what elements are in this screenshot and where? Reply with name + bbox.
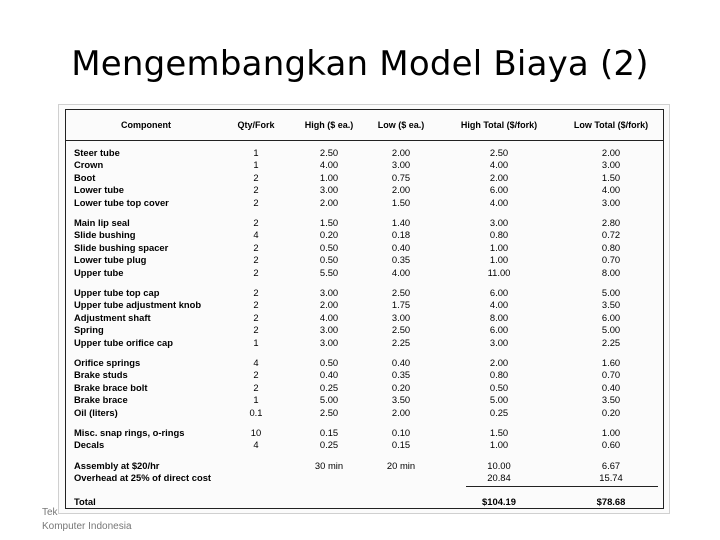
header-low: Low ($ ea.)	[377, 120, 425, 130]
value-cell: 0.75	[391, 171, 411, 183]
value-cell: 2.50	[319, 147, 339, 158]
component-cell: Misc. snap rings, o-rings	[74, 427, 185, 438]
component-cell: Upper tube adjustment knob	[74, 299, 202, 311]
value-cell: 0.80	[489, 369, 509, 381]
value-cell: 8.00	[489, 311, 509, 323]
value-cell: 11.00	[487, 266, 511, 278]
component-cell: Upper tube top cap	[74, 287, 160, 298]
value-cell: 0.70	[601, 369, 621, 381]
value-cell: 4	[253, 357, 259, 368]
value-cell: 2.00	[391, 406, 411, 418]
component-cell: Brake brace bolt	[74, 381, 148, 393]
value-cell: 2.00	[601, 147, 621, 158]
component-cell: Lower tube top cover	[74, 196, 169, 208]
value-cell: 5.00	[601, 324, 621, 336]
value-cell: 0.18	[391, 229, 411, 241]
value-cell: 3.00	[489, 217, 509, 228]
header-high: High ($ ea.)	[304, 120, 354, 130]
value-cell: 1	[253, 394, 259, 406]
value-cell: 2.00	[489, 171, 509, 183]
component-cell: Spring	[74, 324, 104, 336]
value-cell: 2	[253, 184, 259, 196]
value-cell: 2	[253, 311, 259, 323]
value-cell: 2	[253, 254, 259, 266]
value-cell: 4.00	[601, 184, 621, 196]
value-cell: 2	[253, 241, 259, 253]
value-cell: 1.60	[601, 357, 621, 368]
value-cell: 20.84	[487, 472, 511, 484]
value-cell: 6.00	[489, 184, 509, 196]
value-cell: 4	[253, 229, 259, 241]
value-cell: 1	[253, 336, 259, 348]
value-cell: 0.1	[249, 406, 263, 418]
value-cell: 0.25	[319, 381, 339, 393]
cost-table	[65, 109, 664, 509]
footer-line-2: Komputer Indonesia	[42, 521, 132, 532]
value-cell: 3.00	[489, 336, 509, 348]
value-cell: 3.00	[319, 287, 339, 298]
value-cell: 1.50	[319, 217, 339, 228]
value-cell: 0.80	[601, 241, 621, 253]
value-cell: 20 min	[386, 459, 416, 471]
value-cell: 2.80	[601, 217, 621, 228]
value-cell: 0.70	[601, 254, 621, 266]
value-cell: 10.00	[487, 459, 511, 471]
value-cell: 1.00	[489, 439, 509, 451]
component-cell: Decals	[74, 439, 105, 451]
value-cell: 0.20	[319, 229, 339, 241]
footer-line-1: Tek	[42, 507, 58, 518]
value-cell: 10	[250, 427, 262, 438]
subtotal-rule	[466, 486, 658, 487]
value-cell: 15.74	[599, 472, 623, 484]
total-value: $78.68	[596, 495, 626, 507]
component-cell: Orifice springs	[74, 357, 141, 368]
value-cell: 5.00	[489, 394, 509, 406]
value-cell: 1.00	[601, 427, 621, 438]
value-cell: 6.00	[489, 324, 509, 336]
value-cell: 2.25	[601, 336, 621, 348]
value-cell: 3.50	[391, 394, 411, 406]
component-cell: Lower tube	[74, 184, 125, 196]
value-cell: 0.20	[601, 406, 621, 418]
value-cell: 0.50	[319, 254, 339, 266]
component-cell: Upper tube orifice cap	[74, 336, 173, 348]
slide-title: Mengembangkan Model Biaya (2)	[71, 44, 649, 84]
value-cell: 3.00	[319, 184, 339, 196]
value-cell: 3.00	[391, 159, 411, 171]
value-cell: 3.50	[601, 394, 621, 406]
value-cell: 0.40	[391, 357, 411, 368]
component-cell: Slide bushing spacer	[74, 241, 169, 253]
value-cell: 3.00	[319, 336, 339, 348]
component-cell: Adjustment shaft	[74, 311, 151, 323]
value-cell: 2.00	[489, 357, 509, 368]
value-cell: 8.00	[601, 266, 621, 278]
header-qty: Qty/Fork	[237, 120, 275, 130]
value-cell: 0.15	[391, 439, 411, 451]
total-label: Total	[74, 495, 96, 507]
value-cell: 2.50	[489, 147, 509, 158]
value-cell: 0.50	[319, 357, 339, 368]
value-cell: 2	[253, 299, 259, 311]
value-cell: 1.50	[489, 427, 509, 438]
value-cell: 1	[253, 147, 259, 158]
value-cell: 2.25	[391, 336, 411, 348]
component-cell: Slide bushing	[74, 229, 136, 241]
value-cell: 2	[253, 287, 259, 298]
header-low-total: Low Total ($/fork)	[573, 120, 649, 130]
value-cell: 1.50	[601, 171, 621, 183]
component-cell: Boot	[74, 171, 96, 183]
value-cell: 0.50	[489, 381, 509, 393]
value-cell: 4.00	[489, 159, 509, 171]
component-cell: Lower tube plug	[74, 254, 147, 266]
table-header	[66, 110, 663, 141]
value-cell: 0.72	[601, 229, 621, 241]
value-cell: 1.50	[391, 196, 411, 208]
value-cell: 3.00	[391, 311, 411, 323]
component-cell: Oil (liters)	[74, 406, 118, 418]
component-cell: Main lip seal	[74, 217, 130, 228]
value-cell: 4.00	[489, 299, 509, 311]
value-cell: 0.40	[319, 369, 339, 381]
value-cell: 5.50	[319, 266, 339, 278]
value-cell: 1.00	[489, 241, 509, 253]
value-cell: 1.75	[391, 299, 411, 311]
value-cell: 2	[253, 381, 259, 393]
value-cell: 3.00	[601, 196, 621, 208]
value-cell: 2.50	[319, 406, 339, 418]
value-cell: 2.50	[391, 287, 411, 298]
value-cell: 2.00	[319, 299, 339, 311]
component-cell: Upper tube	[74, 266, 124, 278]
value-cell: 3.00	[601, 159, 621, 171]
value-cell: 3.00	[319, 324, 339, 336]
value-cell: 2	[253, 324, 259, 336]
value-cell: 6.67	[601, 459, 621, 471]
cost-table-image	[58, 104, 670, 514]
value-cell: 0.35	[391, 254, 411, 266]
value-cell: 4.00	[391, 266, 411, 278]
value-cell: 5.00	[319, 394, 339, 406]
value-cell: 0.50	[319, 241, 339, 253]
value-cell: 0.80	[489, 229, 509, 241]
header-high-total: High Total ($/fork)	[460, 120, 538, 130]
value-cell: 1.40	[391, 217, 411, 228]
value-cell: 2.00	[391, 184, 411, 196]
value-cell: 0.25	[319, 439, 339, 451]
value-cell: 0.60	[601, 439, 621, 451]
value-cell: 1.00	[489, 254, 509, 266]
value-cell: 2.50	[391, 324, 411, 336]
value-cell: 2	[253, 217, 259, 228]
value-cell: 2	[253, 171, 259, 183]
value-cell: 6.00	[489, 287, 509, 298]
value-cell: 4.00	[319, 159, 339, 171]
footer	[42, 506, 132, 534]
value-cell: 4.00	[319, 311, 339, 323]
value-cell: 2.00	[319, 196, 339, 208]
component-cell: Assembly at $20/hr	[74, 459, 160, 471]
value-cell: 2	[253, 196, 259, 208]
value-cell: 0.35	[391, 369, 411, 381]
value-cell: 0.20	[391, 381, 411, 393]
value-cell: 0.25	[489, 406, 509, 418]
component-cell: Brake studs	[74, 369, 128, 381]
value-cell: 2	[253, 369, 259, 381]
value-cell: 1.00	[319, 171, 339, 183]
value-cell: 2	[253, 266, 259, 278]
value-cell: 0.10	[391, 427, 411, 438]
value-cell: 4.00	[489, 196, 509, 208]
component-cell: Crown	[74, 159, 104, 171]
header-component: Component	[121, 120, 171, 130]
value-cell: 3.50	[601, 299, 621, 311]
value-cell: 0.40	[601, 381, 621, 393]
component-cell: Brake brace	[74, 394, 128, 406]
total-value: $104.19	[482, 495, 516, 507]
component-cell: Overhead at 25% of direct cost	[74, 472, 212, 484]
value-cell: 1	[253, 159, 259, 171]
value-cell: 30 min	[314, 459, 344, 471]
value-cell: 5.00	[601, 287, 621, 298]
value-cell: 6.00	[601, 311, 621, 323]
component-cell: Steer tube	[74, 147, 120, 158]
value-cell: 4	[253, 439, 259, 451]
value-cell: 2.00	[391, 147, 411, 158]
value-cell: 0.15	[319, 427, 339, 438]
value-cell: 0.40	[391, 241, 411, 253]
